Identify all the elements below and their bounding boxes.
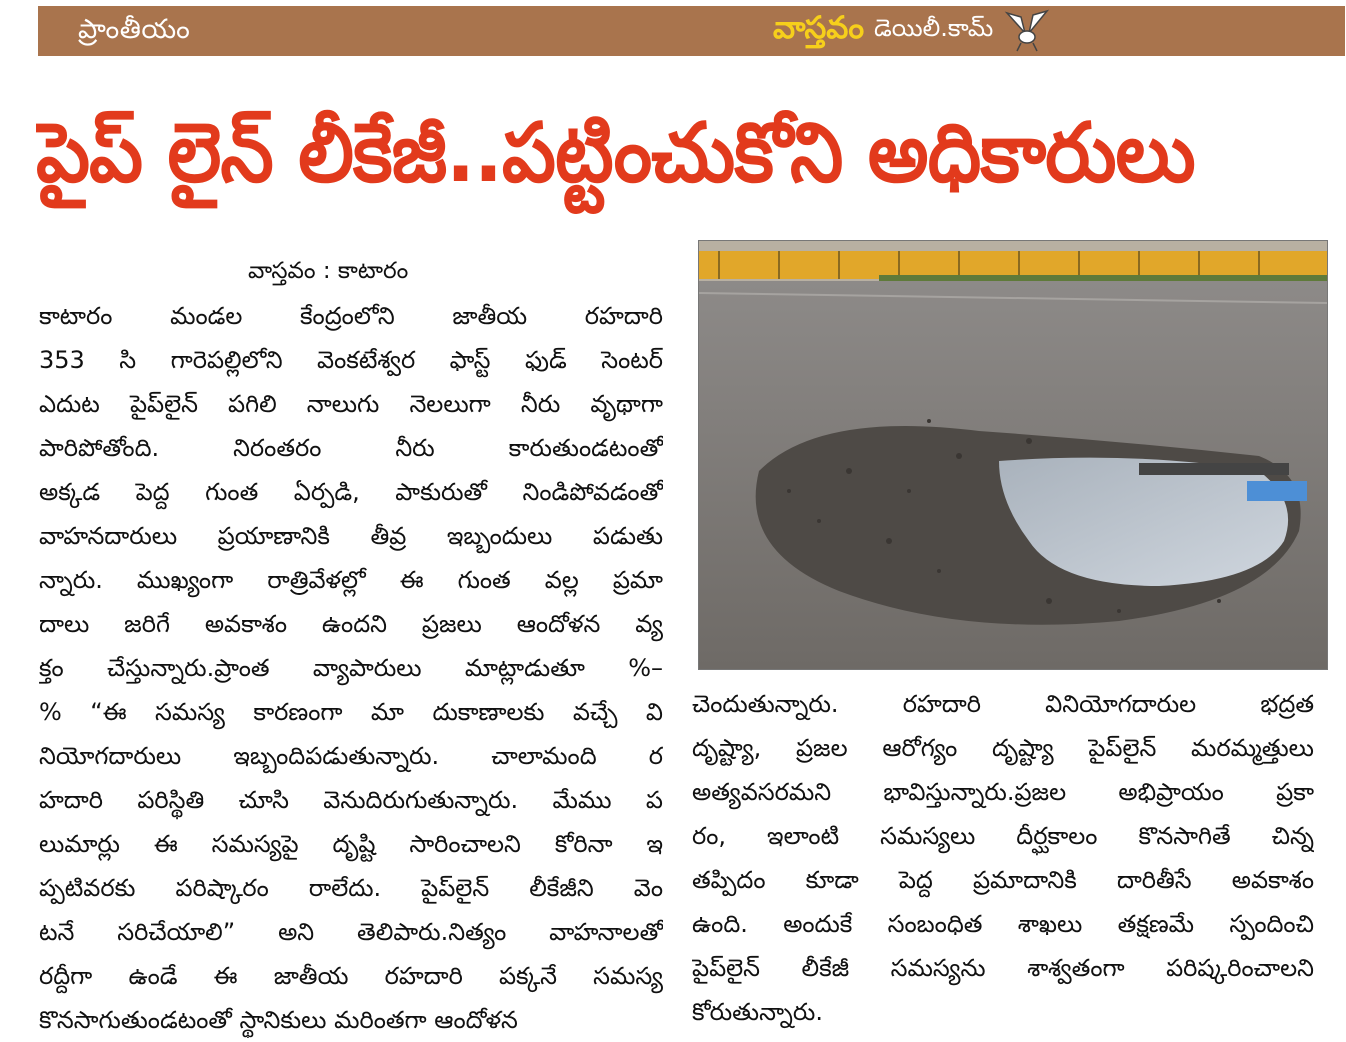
article-line: రం, ఇలాంటి సమస్యలు దీర్ఘకాలం కొనసాగితే చిన్న: [692, 822, 1314, 850]
article-line: నియోగదారులు ఇబ్బందిపడుతున్నారు. చాలామంది ర: [39, 742, 663, 770]
article-line: పైప్‌లైన్ లీకేజీ సమస్యను శాశ్వతంగా పరిష్కరించాలని: [692, 954, 1314, 982]
dateline: వాస్తవం : కాటారం: [248, 258, 409, 284]
article-line: టనే సరిచేయాలి” అని తెలిపారు.నిత్యం వాహనాలతో: [39, 918, 663, 946]
masthead[interactable]: [773, 9, 1051, 53]
headline: పైప్ లైన్ లీకేజీ..పట్టించుకోని అధికారులు: [36, 104, 1195, 201]
header-bar: [38, 6, 1345, 56]
article-line: పారిపోతోంది. నిరంతరం నీరు కారుతుండటంతో: [39, 434, 663, 462]
article-line: హదారి పరిస్థితి చూసి వెనుదిరుగుతున్నారు. మేము ప: [39, 786, 663, 814]
masthead-domain: డెయిలీ.కామ్: [874, 14, 994, 42]
article-line: అత్యవసరమని భావిస్తున్నారు.ప్రజల అభిప్రాయం ప్రకా: [692, 778, 1314, 806]
article-line: కోరుతున్నారు.: [692, 998, 823, 1026]
article-line: కొనసాగుతుండటంతో స్థానికులు మరింతగా ఆందోళన: [39, 1006, 518, 1034]
article-line: క్తం చేస్తున్నారు.ప్రాంత వ్యాపారులు మాట్లాడుతూ %–: [39, 654, 663, 682]
article-line: అక్కడ పెద్ద గుంత ఏర్పడి, పాకురుతో నిండిపోవడంతో: [39, 478, 663, 506]
bird-icon: [1003, 9, 1051, 53]
article-line: చెందుతున్నారు. రహదారి వినియోగదారుల భద్రత: [692, 690, 1314, 718]
article-line: వాహనదారులు ప్రయాణానికి తీవ్ర ఇబ్బందులు పడుతు: [39, 522, 663, 550]
article-line: రద్దీగా ఉండే ఈ జాతీయ రహదారి పక్కనే సమస్య: [39, 962, 663, 990]
article-line: దాలు జరిగే అవకాశం ఉందని ప్రజలు ఆందోళన వ్య: [39, 610, 663, 638]
article-line: న్నారు. ముఖ్యంగా రాత్రివేళల్లో ఈ గుంత వల్ల ప్రమా: [39, 566, 663, 594]
news-photo: [698, 240, 1328, 670]
masthead-name: వాస్తవం: [773, 9, 865, 46]
article-line: దృష్ట్యా, ప్రజల ఆరోగ్యం దృష్ట్యా పైప్‌లైన్ మరమ్మత్తులు: [692, 734, 1314, 762]
article-line: తప్పిదం కూడా పెద్ద ప్రమాదానికి దారితీసే అవకాశం: [692, 866, 1314, 894]
article-line: కాటారం మండల కేంద్రంలోని జాతీయ రహదారి: [39, 302, 663, 330]
article-line: లుమార్లు ఈ సమస్యపై దృష్టి సారించాలని కోరినా ఇ: [39, 830, 663, 858]
article-column-right: [692, 682, 1314, 1032]
article-line: ప్పటివరకు పరిష్కారం రాలేదు. పైప్‌లైన్ లీకేజీని వెం: [39, 874, 663, 902]
article-line: % “ఈ సమస్య కారణంగా మా దుకాణాలకు వచ్చే వి: [39, 698, 663, 726]
article-line: ఎదుట పైప్‌లైన్ పగిలి నాలుగు నెలలుగా నీరు వృథాగా: [39, 390, 663, 418]
pothole-road-image: [699, 241, 1327, 669]
article-line: 353 సి గారెపల్లిలోని వెంకటేశ్వర ఫాస్ట్ ఫుడ్ సెంటర్: [39, 346, 663, 374]
article-column-left: [39, 294, 663, 1038]
section-label: ప్రాంతీయం: [78, 14, 191, 45]
article-line: ఉంది. అందుకే సంబంధిత శాఖలు తక్షణమే స్పందించి: [692, 910, 1314, 938]
